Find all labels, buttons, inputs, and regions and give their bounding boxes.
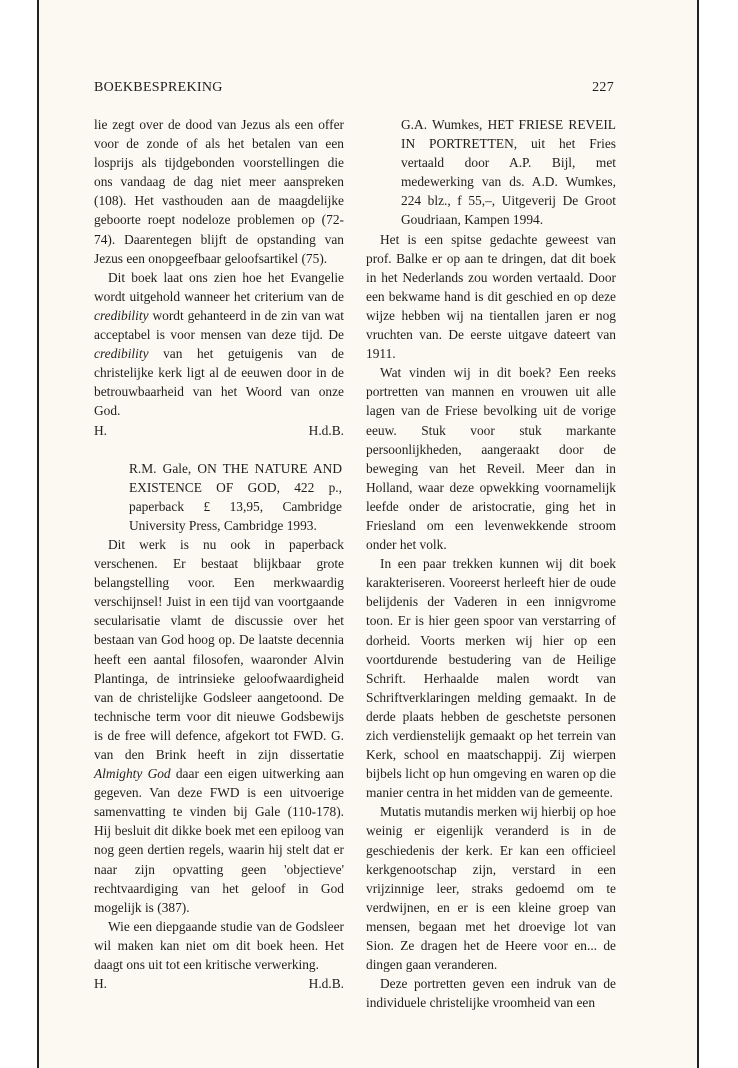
left-p2-text-a: Dit boek laat ons zien hoe het Evangelie wordt uitgehold wanneer het criterium van de — [94, 269, 344, 304]
right-paragraph-2: Wat vinden wij in dit boek? Een reeks portretten van mannen en vrouwen uit alle lagen van de Friese bevolking uit de vorige eeuw. Stuk voor stuk markante persoonlijkheden, aangeraakt door de beweging van het Reveil. Meer dan in Holland, waar deze opwekking voornamelijk leefde onder de aristocratie, ging het in Friesland om een levenwekkende stroom onder het volk. — [366, 365, 616, 553]
book-reference-wumkes: G.A. Wumkes, HET FRIESE REVEIL IN PORTRETTEN, uit het Fries vertaald door A.P. Bijl, met medewerking van ds. A.D. Wumkes, 224 blz., f 55,–, Uitgeverij De Groot Goudriaan, Kampen 1994. — [401, 117, 616, 228]
left-p2-italic-1: credibility — [94, 307, 149, 323]
signature-2 — [94, 974, 344, 993]
signature-1 — [94, 421, 344, 440]
left-p3-text-b: daar een eigen uitwerking aan gegeven. Van deze FWD is een uitvoerige samenvatting te vinden bij Gale (110-178). Hij besluit dit dikke boek met een epiloog van nog geen dertien regels, waarin hij stelt dat er naar zijn opvatting geen 'objectieve' rechtvaardiging van het geloof in God mogelijk is (387). — [94, 766, 344, 915]
right-paragraph-5: Deze portretten geven een indruk van de individuele christelijke vroomheid van een — [366, 976, 616, 1011]
spacer — [94, 440, 344, 459]
left-p2-italic-2: credibility — [94, 346, 149, 362]
left-paragraph-4: Wie een diepgaande studie van de Godsleer wil maken kan niet om dit boek heen. Het daagt ons uit tot een kritische verwerking. — [94, 918, 344, 973]
right-paragraph-3: In een paar trekken kunnen wij dit boek karakteriseren. Vooreerst herleeft hier de oude belijdenis der Vaderen in een innigvrome toon. Er is hier geen spoor van verstarring of dorheid. Voorts merken wij hier op een voortdurende bestudering van de Heilige Schrift. Herhaalde malen wordt van Schriftverklaringen melding gemaakt. In de derde plaats hebben de geschetste personen zich verdienstelijk gemaakt op het terrein van Kerk, school en maatschappij. Zij wierpen bijbels licht op hun omgeving en waren op die manier centra in het midden van de gemeente. — [366, 556, 616, 801]
left-p3-italic: Almighty God — [94, 766, 171, 782]
running-header — [94, 80, 614, 100]
left-column — [94, 115, 344, 993]
left-paragraph-2 — [94, 268, 344, 421]
right-paragraph-4: Mutatis mutandis merken wij hierbij op hoe weinig er eigenlijk veranderd is in de geschiedenis der kerk. Er kan een officieel kerkgenootschap zijn, verstard in een vrijzinnige leer, straks gedoemd om te verdwijnen, en er is een kleine groep van mensen, begaan met het droevige lot van Sion. Ze dragen het de Heere voor en... de dingen gaan veranderen. — [366, 804, 616, 973]
book-reference-gale: R.M. Gale, ON THE NATURE AND EXISTENCE OF GOD, 422 p., paperback £ 13,95, Cambridge University Press, Cambridge 1993. — [129, 460, 342, 533]
page-left-edge — [37, 0, 39, 1068]
signature-1-initial: H. — [94, 422, 108, 438]
signature-2-initial: H. — [94, 976, 108, 992]
left-paragraph-3 — [94, 535, 344, 917]
left-p2-text-b: wordt gehanteerd in de zin van wat acceptabel is voor mensen van deze tijd. De — [94, 307, 344, 343]
left-paragraph-1: lie zegt over de dood van Jezus als een offer voor de zonde of als het betalen van een losprijs als tijdgebonden voorstellingen die ons vandaag de dag niet meer aanspreken (108). Het vasthouden aan de maagdelijke geboorte roept nodeloze problemen op (72-74). Daarentegen blijft de opstanding van Jezus een onopgeefbaar geloofsartikel (75). — [94, 117, 344, 266]
right-paragraph-1: Het is een spitse gedachte geweest van prof. Balke er op aan te dringen, dat dit boek in het Nederlands zou worden vertaald. Door een bekwame hand is dit geschied en op deze wijze hebben wij na tientallen jaren er nog vruchten van. De eerste uitgave dateert van 1911. — [366, 231, 616, 362]
signature-2-author: H.d.B. — [308, 976, 344, 992]
left-p3-text-a: Dit werk is nu ook in paperback verschenen. Er bestaat blijkbaar grote belangstelling voor. Een merkwaardig verschijnsel! Juist in een tijd van voortgaande secularisatie vlamt de discussie over het bestaan van God hoog op. De laatste decennia heeft een aantal filosofen, waaronder Alvin Plantinga, de intrinsieke geloofwaardigheid van de christelijke Godsleer aangetoond. De technische term voor dit nieuwe Godsbewijs is de free will defence, afgekort tot FWD. G. van den Brink heeft in zijn dissertatie — [94, 536, 344, 762]
page-right-edge — [697, 0, 699, 1068]
signature-1-author: H.d.B. — [308, 422, 344, 438]
page-number: 227 — [592, 80, 614, 95]
right-column — [366, 115, 616, 1012]
header-title: BOEKBESPREKING — [94, 80, 223, 95]
left-p2-text-c: van het getuigenis van de christelijke kerk ligt al de eeuwen door in de betrouwbaarheid van het Woord van onze God. — [94, 346, 344, 419]
